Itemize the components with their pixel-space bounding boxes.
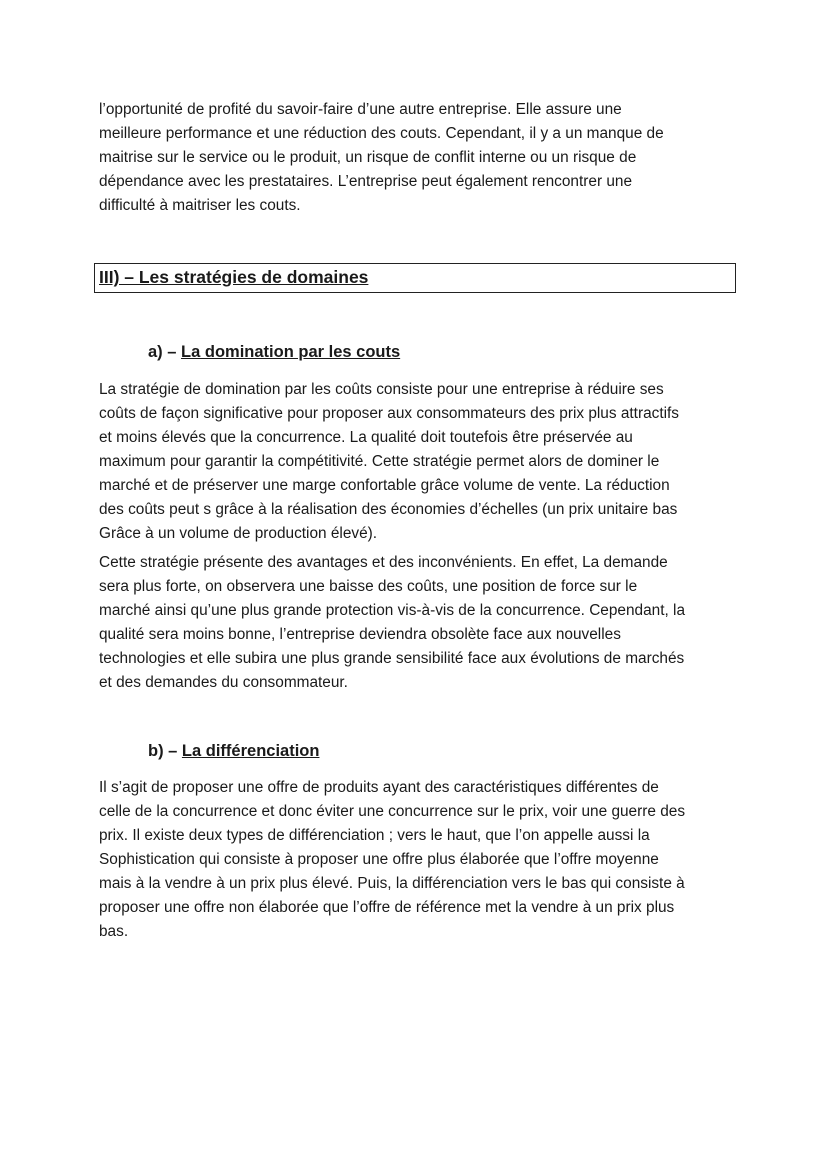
text-line: celle de la concurrence et donc éviter une concurrence sur le prix, voir une guerre des bbox=[99, 803, 686, 820]
text-line: Sophistication qui consiste à proposer une offre plus élaborée que l’offre moyenne bbox=[99, 851, 659, 868]
differenciation-paragraph bbox=[99, 776, 739, 944]
subsection-title: La domination par les couts bbox=[181, 343, 401, 361]
subsection-label: a) – bbox=[148, 343, 182, 361]
text-line: marché et de préserver une marge confortable grâce volume de vente. La réduction bbox=[99, 477, 670, 494]
subsection-title: La différenciation bbox=[181, 742, 320, 760]
text-line: sera plus forte, on observera une baisse des coûts, une position de force sur le bbox=[99, 578, 638, 595]
section-title: III) – Les stratégies de domaines bbox=[99, 267, 369, 287]
text-line: des coûts peut s grâce à la réalisation des économies d’échelles (un prix unitaire bas bbox=[99, 501, 678, 518]
text-line: technologies et elle subira une plus grande sensibilité face aux évolutions de marchés bbox=[99, 650, 685, 667]
subsection-heading-a bbox=[148, 343, 400, 362]
text-line: marché ainsi qu’une plus grande protection vis-à-vis de la concurrence. Cependant, la bbox=[99, 602, 686, 619]
domination-paragraph-2 bbox=[99, 551, 739, 695]
text-line: dépendance avec les prestataires. L’entreprise peut également rencontrer une bbox=[99, 173, 633, 190]
text-line: bas. bbox=[99, 923, 129, 940]
subsection-heading-b bbox=[148, 742, 319, 761]
text-line: l’opportunité de profité du savoir-faire d’une autre entreprise. Elle assure une bbox=[99, 101, 622, 118]
text-line: qualité sera moins bonne, l’entreprise deviendra obsolète face aux nouvelles bbox=[99, 626, 621, 643]
intro-paragraph bbox=[99, 98, 739, 218]
text-line: maitrise sur le service ou le produit, un risque de conflit interne ou un risque de bbox=[99, 149, 637, 166]
text-line: maximum pour garantir la compétitivité. Cette stratégie permet alors de dominer le bbox=[99, 453, 660, 470]
text-line: proposer une offre non élaborée que l’offre de référence met la vendre à un prix plus bbox=[99, 899, 675, 916]
subsection-label: b) – bbox=[148, 742, 182, 760]
text-line: Cette stratégie présente des avantages et des inconvénients. En effet, La demande bbox=[99, 554, 668, 571]
text-line: mais à la vendre à un prix plus élevé. Puis, la différenciation vers le bas qui consiste à bbox=[99, 875, 685, 892]
text-line: Grâce à un volume de production élevé). bbox=[99, 525, 378, 542]
text-line: Il s’agit de proposer une offre de produits ayant des caractéristiques différentes de bbox=[99, 779, 659, 796]
domination-paragraph-1 bbox=[99, 378, 739, 546]
text-line: meilleure performance et une réduction des couts. Cependant, il y a un manque de bbox=[99, 125, 664, 142]
text-line: coûts de façon significative pour proposer aux consommateurs des prix plus attractifs bbox=[99, 405, 679, 422]
text-line: et moins élevés que la concurrence. La qualité doit toutefois être préservée au bbox=[99, 429, 633, 446]
text-line: prix. Il existe deux types de différenciation ; vers le haut, que l’on appelle aussi la bbox=[99, 827, 650, 844]
text-line: difficulté à maitriser les couts. bbox=[99, 197, 301, 214]
text-line: La stratégie de domination par les coûts consiste pour une entreprise à réduire ses bbox=[99, 381, 664, 398]
text-line: et des demandes du consommateur. bbox=[99, 674, 348, 691]
section-heading-box bbox=[94, 263, 736, 293]
